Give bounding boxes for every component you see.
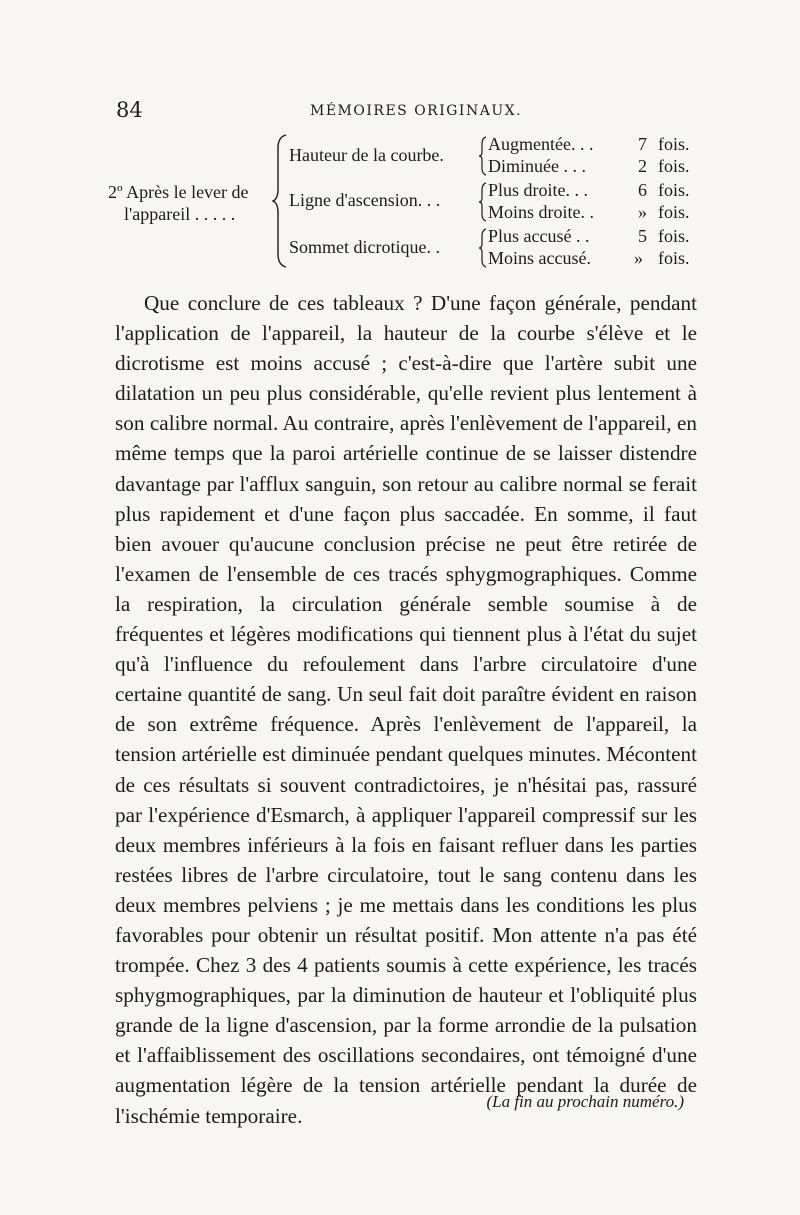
option-count: 6	[638, 180, 647, 200]
big-brace-icon	[272, 134, 288, 268]
body-paragraph: Que conclure de ces tableaux ? D'une façon générale, pendant l'application de l'appareil, la hauteur de la courbe s'élève et le dicrotisme est moins accusé ; c'est-à-dire que l'artère subit une dilatation un peu plus considérable, qu'elle revient plus lentement à son calibre normal. Au contraire, après l'enlèvement de l'appareil, en même temps que la paroi artérielle continue de se laisser distendre davantage par l'afflux sanguin, son retour au calibre normal se ferait plus rapidement et d'une façon plus saccadée. En somme, il faut bien avouer qu'aucune conclusion précise ne peut être retirée de l'examen de l'ensemble de ces tracés sphygmographiques. Comme la respiration, la circulation générale semble soumise à de fréquentes et légères modifications qui tiennent plus à l'état du sujet qu'à l'influence du refoulement dans l'arbre circulatoire d'une certaine quantité de sang. Un seul fait doit paraître évident en raison de son extrême fréquence. Après l'enlèvement de l'appareil, la tension artérielle est diminuée pendant quelques minutes. Mécontent de ces résultats si souvent contradictoires, je n'hésitai pas, rassuré par l'expérience d'Esmarch, à appliquer l'appareil compressif sur les deux membres inférieurs à la fois en faisant refluer dans les parties restées libres de l'arbre circulatoire, tout le sang contenu dans les deux membres pelviens ; je me mettais dans les conditions les plus favorables pour obtenir un résultat positif. Mon attente n'a pas été trompée. Chez 3 des 4 patients soumis à cette expérience, les tracés sphygmographiques, par la diminution de hauteur et l'obliquité plus grande de la ligne d'ascension, par la forme arrondie de la pulsation et l'affaiblissement des oscillations secondaires, ont témoigné d'une augmentation légère de la tension artérielle pendant la durée de l'ischémie temporaire.	[115, 291, 697, 1128]
row-label-ligne: Ligne d'ascension. . .	[289, 190, 441, 210]
option-text: Diminuée . . .	[488, 156, 586, 176]
option-unit: fois.	[658, 248, 690, 268]
option-unit: fois.	[658, 202, 690, 222]
small-brace-icon	[478, 228, 488, 268]
option-count: »	[634, 248, 643, 268]
option-text: Plus accusé . .	[488, 226, 590, 246]
signoff: (La fin au prochain numéro.)	[486, 1092, 684, 1111]
option-count: 7	[638, 134, 647, 154]
page-number: 84	[116, 98, 143, 122]
small-brace-icon	[478, 136, 488, 176]
option-text: Moins accusé.	[488, 248, 591, 268]
option-unit: fois.	[658, 156, 690, 176]
option-unit: fois.	[658, 180, 690, 200]
row-label-sommet: Sommet dicrotique. .	[289, 237, 440, 257]
group-label-line1: 2º Après le lever de	[108, 182, 249, 202]
option-text: Moins droite. .	[488, 202, 594, 222]
group-label-line2: l'appareil . . . . .	[124, 204, 236, 224]
option-unit: fois.	[658, 134, 690, 154]
small-brace-icon	[478, 182, 488, 222]
option-unit: fois.	[658, 226, 690, 246]
option-count: »	[638, 202, 647, 222]
option-text: Augmentée. . .	[488, 134, 594, 154]
option-count: 5	[638, 226, 647, 246]
running-title: MÉMOIRES ORIGINAUX.	[310, 103, 523, 119]
option-text: Plus droite. . .	[488, 180, 589, 200]
row-label-hauteur: Hauteur de la courbe.	[289, 145, 444, 165]
option-count: 2	[638, 156, 647, 176]
results-table	[108, 132, 696, 272]
